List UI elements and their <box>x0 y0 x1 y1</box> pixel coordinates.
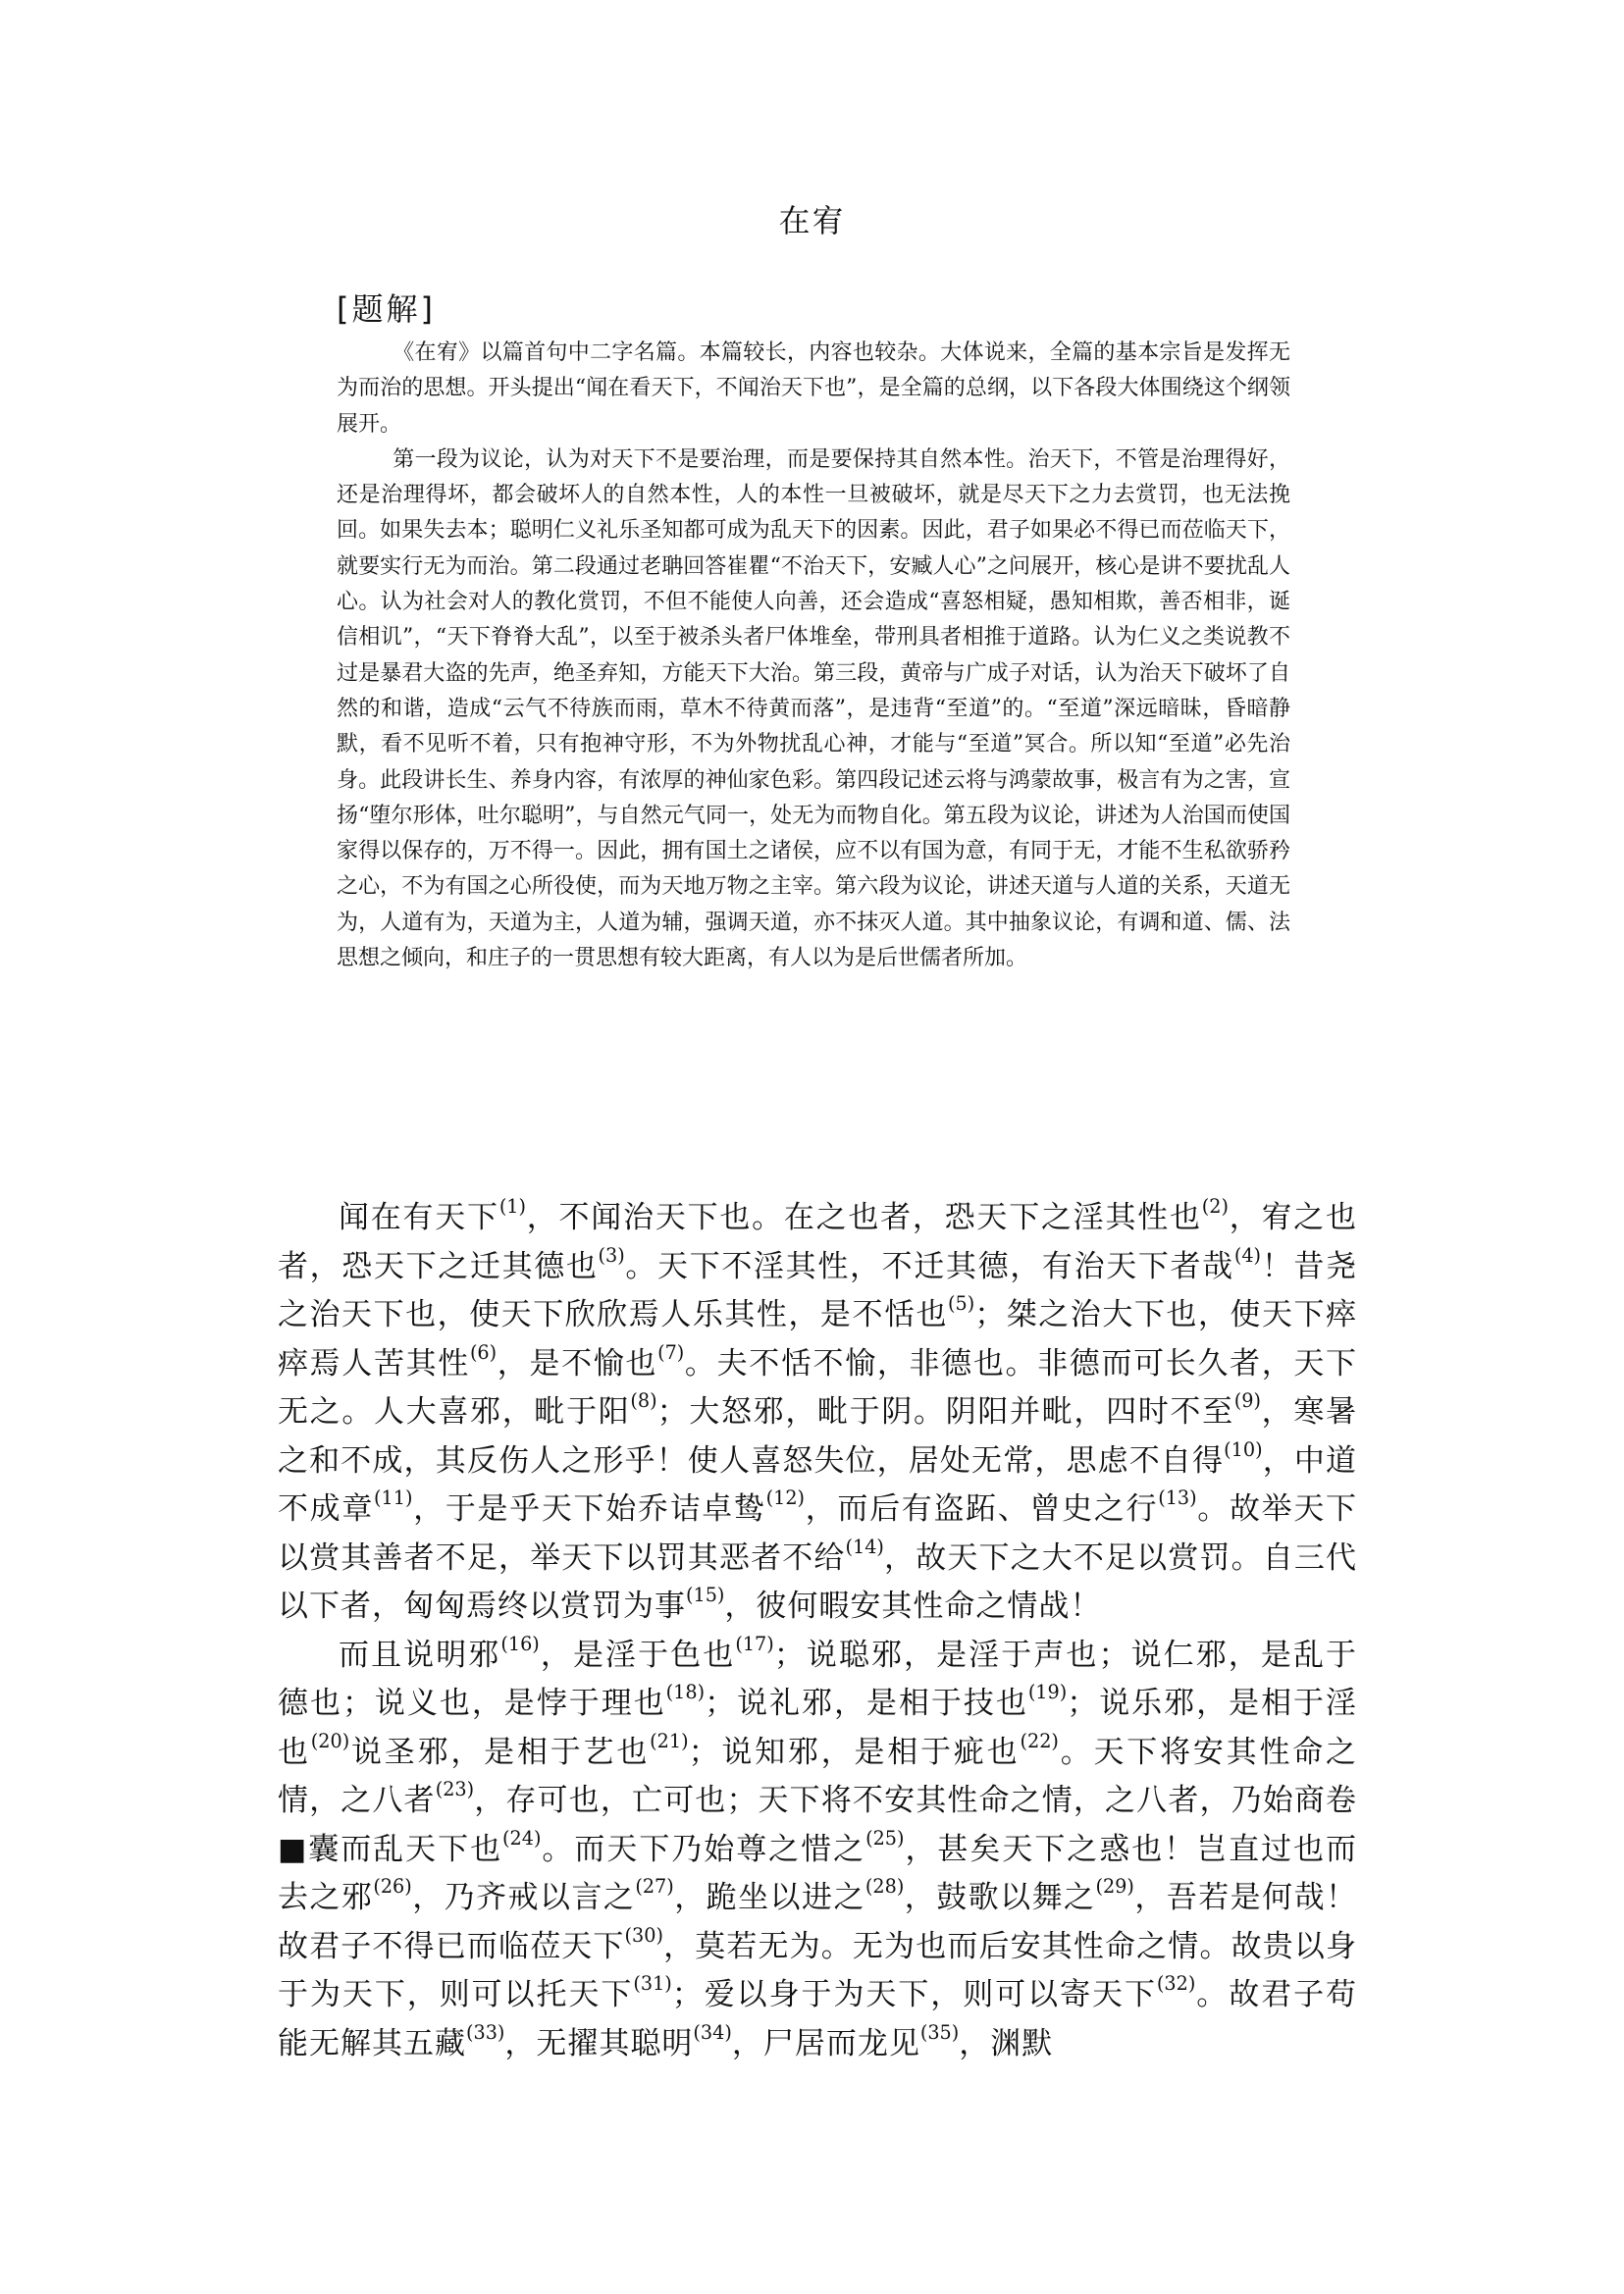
text-run: ；大怒邪，毗于阴。阴阳并毗，四时不至 <box>656 1394 1234 1430</box>
text-run: 。天下将安其性命之情，之八者 <box>278 1734 1358 1818</box>
text-run: ；说礼邪，是相于技也 <box>705 1686 1028 1721</box>
footnote-marker: (31) <box>633 1972 672 1996</box>
text-run: ，不闻治天下也。在之也者，恐天下之淫其性也 <box>526 1200 1202 1235</box>
text-run: ；说乐邪，是相于淫也 <box>278 1686 1358 1770</box>
footnote-marker: (16) <box>500 1632 540 1655</box>
text-run: 闻在有天下 <box>339 1200 499 1235</box>
footnote-marker: (1) <box>498 1195 527 1219</box>
text-run: ，于是乎天下始乔诘卓鸷 <box>412 1491 766 1527</box>
footnote-marker: (3) <box>598 1243 625 1267</box>
footnote-marker: (22) <box>1020 1729 1059 1752</box>
text-run: ，吾若是何哉！故君子不得已而临莅天下 <box>278 1880 1358 1964</box>
footnote-marker: (35) <box>919 2020 960 2044</box>
footnote-marker: (21) <box>650 1729 689 1752</box>
text-run: 而且说明邪 <box>339 1637 501 1673</box>
footnote-marker: (25) <box>865 1826 905 1850</box>
text-run: 说圣邪，是相于艺也 <box>349 1734 651 1770</box>
footnote-marker: (28) <box>864 1875 905 1899</box>
text-paragraph <box>278 1632 1357 2069</box>
footnote-marker: (15) <box>686 1584 725 1607</box>
footnote-marker: (26) <box>373 1875 412 1899</box>
footnote-marker: (32) <box>1156 1972 1196 1996</box>
text-run: 。故君子苟能无解其五藏 <box>278 1977 1358 2061</box>
intro-paragraph: 《在宥》以篇首句中二字名篇。本篇较长，内容也较杂。大体说来，全篇的基本宗旨是发挥无为而治的思想。开头提出“闻在看天下，不闻治天下也”，是全篇的总纲，以下各段大体围绕这个纲领展开。 <box>337 340 1290 437</box>
footnote-marker: (33) <box>466 2020 505 2044</box>
text-run: ，存可也，亡可也；天下将不安其性命之情，之八者，乃始商卷■囊而乱天下也 <box>278 1783 1358 1867</box>
footnote-marker: (14) <box>845 1535 884 1558</box>
text-run: ，无擢其聪明 <box>504 2025 694 2061</box>
text-run: ；爱以身于为天下，则可以寄天下 <box>671 1977 1157 2012</box>
footnote-marker: (10) <box>1224 1437 1263 1461</box>
text-run: 。故举天下以赏其善者不足，举天下以罚其恶者不给 <box>278 1491 1358 1576</box>
text-run: ，莫若无为。无为也而后安其性命之情。故贵以身于为天下，则可以托天下 <box>278 1928 1358 2012</box>
footnote-marker: (18) <box>665 1681 706 1704</box>
footnote-marker: (9) <box>1233 1389 1261 1413</box>
intro-paragraph: 第一段为议论，认为对天下不是要治理，而是要保持其自然本性。治天下，不管是治理得好，还是治理得坏，都会破坏人的自然本性，人的本性一旦被破坏，就是尽天下之力去赏罚，也无法挽回。如果失去本；聪明仁义礼乐圣知都可成为乱天下的因素。因此，君子如果必不得已而莅临天下，就要实行无为而治。第二段通过老聃回答崔瞿“不治天下，安臧人心”之问展开，核心是讲不要扰乱人心。认为社会对人的教化赏罚，不但不能使人向善，还会造成“喜怒相疑，愚知相欺，善否相非，诞信相讥”，“天下脊脊大乱”，以至于被杀头者尸体堆垒，带刑具者相推于道路。认为仁义之类说教不过是暴君大盗的先声，绝圣弃知，方能天下大治。第三段，黄帝与广成子对话，认为治天下破坏了自然的和谐，造成“云气不待族而雨，草木不待黄而落”，是违背“至道”的。“至道”深远暗昧，昏暗静默，看不见听不着，只有抱神守形，不为外物扰乱心神，才能与“至道”冥合。所以知“至道”必先治身。此段讲长生、养身内容，有浓厚的神仙家色彩。第四段记述云将与鸿蒙故事，极言有为之害，宣扬“堕尔形体，吐尔聪明”，与自然元气同一，处无为而物自化。第五段为议论，讲述为人治国而使国家得以保存的，万不得一。因此，拥有国土之诸侯，应不以有国为意，有同于无，才能不生私欲骄矜之心，不为有国之心所役使，而为天地万物之主宰。第六段为议论，讲述天道与人道的关系，天道无为，人道有为，天道为主，人道为辅，强调天道，亦不抹灭人道。其中抽象议论，有调和道、儒、法思想之倾向，和庄子的一贯思想有较大距离，有人以为是后世儒者所加。 <box>337 446 1290 971</box>
text-run: ；桀之治大下也，使天下瘁瘁焉人苦其性 <box>278 1297 1358 1382</box>
text-run: ，甚矣天下之惑也！岂直过也而去之邪 <box>278 1831 1357 1915</box>
text-paragraph <box>278 1194 1357 1632</box>
text-run: 。而天下乃始尊之惜之 <box>541 1831 866 1867</box>
text-run: ，鼓歌以舞之 <box>904 1880 1096 1915</box>
footnote-marker: (34) <box>693 2020 732 2044</box>
footnote-marker: (30) <box>624 1923 663 1947</box>
text-run: ，而后有盗跖、曾史之行 <box>805 1491 1159 1527</box>
main-text <box>278 1194 1357 2068</box>
text-run: ，跪坐以进之 <box>673 1880 865 1915</box>
text-run: ，是淫于色也 <box>539 1637 736 1673</box>
footnote-marker: (4) <box>1233 1243 1262 1267</box>
section-heading: [题解] <box>337 290 436 328</box>
text-run: ，寒暑之和不成，其反伤人之形乎！使人喜怒失位，居处无常，思虑不自得 <box>278 1394 1358 1479</box>
intro-section <box>337 336 1290 976</box>
footnote-marker: (6) <box>469 1340 498 1364</box>
page-title: 在宥 <box>778 202 846 239</box>
footnote-marker: (5) <box>948 1292 975 1316</box>
text-run: ，是不愉也 <box>497 1345 658 1382</box>
footnote-marker: (24) <box>502 1826 542 1850</box>
footnote-marker: (12) <box>765 1486 806 1510</box>
footnote-marker: (2) <box>1201 1195 1229 1219</box>
text-run: ；说知邪，是相于疵也 <box>688 1734 1021 1770</box>
text-run: 。天下不淫其性，不迁其德，有治天下者哉 <box>624 1248 1234 1284</box>
footnote-marker: (27) <box>635 1875 674 1899</box>
text-run: ，中道不成章 <box>278 1442 1358 1527</box>
footnote-marker: (29) <box>1095 1875 1134 1899</box>
footnote-marker: (8) <box>630 1389 657 1413</box>
footnote-marker: (17) <box>735 1632 774 1655</box>
footnote-marker: (11) <box>374 1486 413 1510</box>
text-run: 。夫不恬不愉，非德也。非德而可长久者，天下无之。人大喜邪，毗于阳 <box>278 1345 1358 1430</box>
text-run: ，乃齐戒以言之 <box>411 1880 636 1915</box>
footnote-marker: (7) <box>657 1340 685 1364</box>
footnote-marker: (23) <box>435 1778 475 1801</box>
text-run: ！昔尧之治天下也，使天下欣欣焉人乐其性，是不恬也 <box>278 1248 1358 1332</box>
text-run: ，彼何暇安其性命之情战！ <box>724 1589 1102 1624</box>
footnote-marker: (13) <box>1158 1486 1197 1510</box>
text-run: ；说聪邪，是淫于声也；说仁邪，是乱于德也；说义也，是悖于理也 <box>278 1637 1358 1721</box>
text-run: ，尸居而龙见 <box>731 2025 920 2061</box>
text-run: ，宥之也者，恐天下之迁其德也 <box>278 1200 1358 1284</box>
footnote-marker: (19) <box>1027 1681 1068 1704</box>
text-run: ，故天下之大不足以赏罚。自三代以下者，匈匈焉终以赏罚为事 <box>278 1539 1358 1624</box>
footnote-marker: (20) <box>310 1729 350 1752</box>
text-run: ，渊默 <box>959 2025 1054 2061</box>
